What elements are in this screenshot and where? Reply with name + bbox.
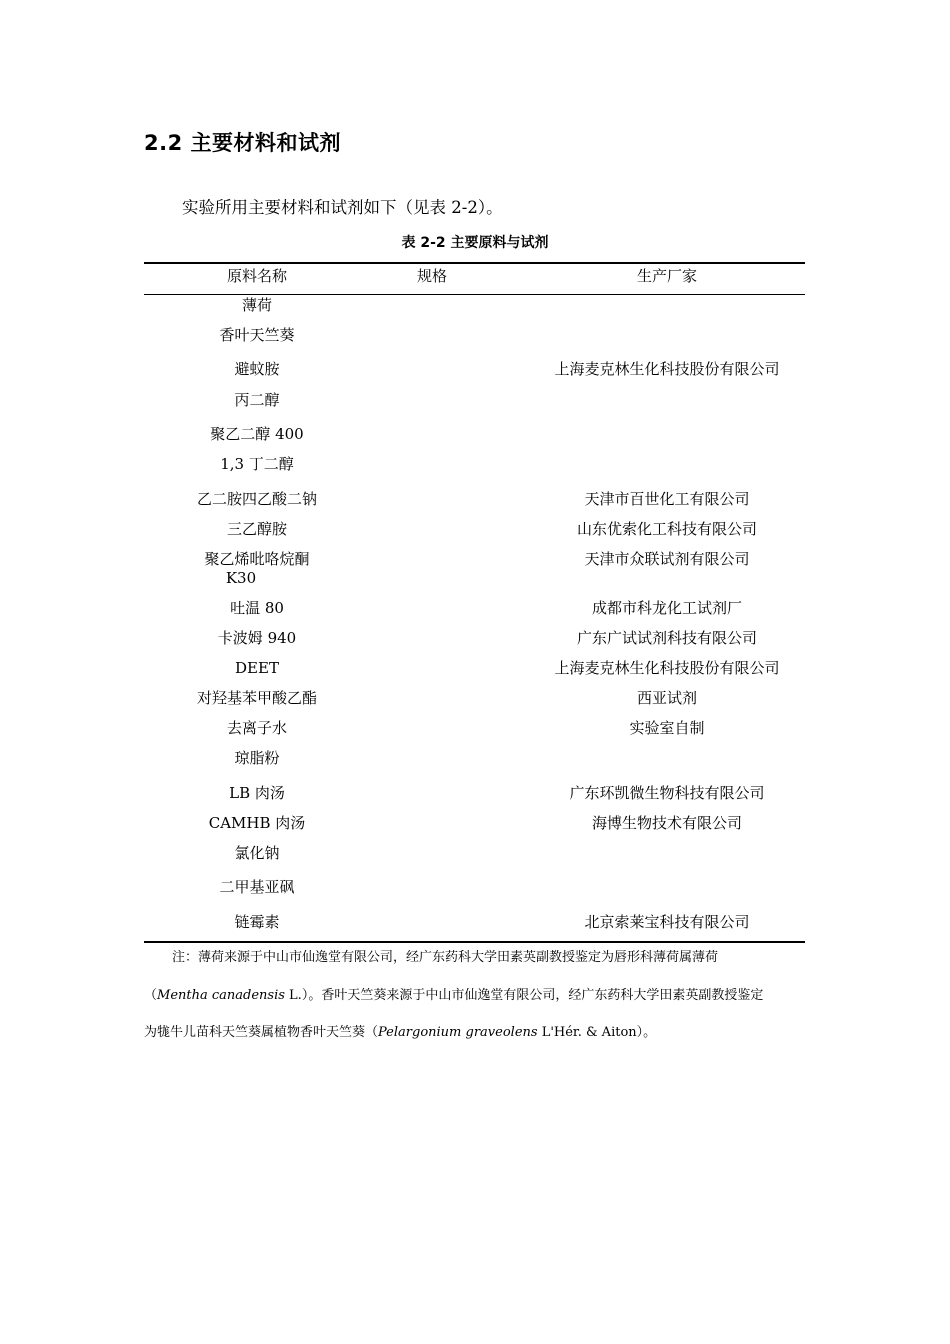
manufacturer: 北京索莱宝科技有限公司 [584, 913, 750, 931]
manufacturer: 实验室自制 [629, 719, 705, 737]
material-name: DEET [235, 659, 279, 677]
material-name: 链霉素 [234, 913, 280, 931]
material-name: 聚乙二醇 400 [210, 425, 304, 443]
material-name: 卡波姆 940 [217, 629, 297, 647]
manufacturer: 天津市众联试剂有限公司 [584, 550, 750, 568]
manufacturer: 西亚试剂 [636, 689, 697, 707]
note-text: （ [144, 988, 158, 1003]
note-line [144, 1024, 805, 1042]
material-name: LB 肉汤 [229, 784, 285, 802]
material-name: 氯化钠 [234, 844, 280, 862]
material-name: CAMHB 肉汤 [208, 814, 306, 832]
manufacturer: 上海麦克林生化科技股份有限公司 [554, 360, 780, 378]
material-name: 薄荷 [241, 296, 272, 314]
table-caption: 表 2-2 主要原料与试剂 [401, 235, 549, 251]
manufacturer: 上海麦克林生化科技股份有限公司 [554, 659, 780, 677]
table-bottom-rule [144, 941, 805, 943]
material-name: 去离子水 [226, 719, 287, 737]
material-name: 丙二醇 [234, 391, 280, 409]
section-heading: 2.2 主要材料和试剂 [144, 131, 342, 155]
material-name: 吐温 80 [230, 599, 284, 617]
header-name: 原料名称 [226, 267, 287, 285]
note-text: 为牻牛儿苗科天竺葵属植物香叶天竺葵（ [144, 1025, 379, 1040]
note-text: L'Hér. & Aiton）。 [537, 1025, 657, 1040]
material-name: 乙二胺四乙酸二钠 [196, 490, 317, 508]
note-line [144, 987, 805, 1005]
material-name: 二甲基亚砜 [219, 878, 295, 896]
species-name: Mentha canadensis [157, 988, 285, 1003]
header-spec: 规格 [416, 267, 447, 285]
note-text: L.）。香叶天竺葵来源于中山市仙逸堂有限公司，经广东药科大学田素英副教授鉴定 [284, 988, 764, 1003]
note-line: 注：薄荷来源于中山市仙逸堂有限公司，经广东药科大学田素英副教授鉴定为唇形科薄荷属薄荷 [172, 950, 719, 965]
material-name: 1,3 丁二醇 [220, 455, 294, 473]
manufacturer: 广东环凯微生物科技有限公司 [569, 784, 765, 802]
manufacturer: 海博生物技术有限公司 [591, 814, 742, 832]
table-header-rule [144, 294, 805, 295]
material-name: 香叶天竺葵 [219, 326, 295, 344]
manufacturer: 成都市科龙化工试剂厂 [591, 599, 742, 617]
manufacturer: 天津市百世化工有限公司 [584, 490, 750, 508]
material-name: 三乙醇胺 [226, 520, 287, 538]
header-manufacturer: 生产厂家 [636, 267, 697, 285]
table-top-rule [144, 262, 805, 264]
material-name: 聚乙烯吡咯烷酮 [204, 550, 310, 568]
manufacturer: 山东优索化工科技有限公司 [576, 520, 757, 538]
species-name: Pelargonium graveolens [378, 1025, 538, 1040]
material-name: 琼脂粉 [234, 749, 280, 767]
manufacturer: 广东广试试剂科技有限公司 [576, 629, 757, 647]
material-name: K30 [225, 569, 257, 587]
material-name: 避蚊胺 [234, 360, 280, 378]
material-name: 对羟基苯甲酸乙酯 [196, 689, 317, 707]
intro-paragraph: 实验所用主要材料和试剂如下（见表 2-2）。 [182, 198, 503, 217]
